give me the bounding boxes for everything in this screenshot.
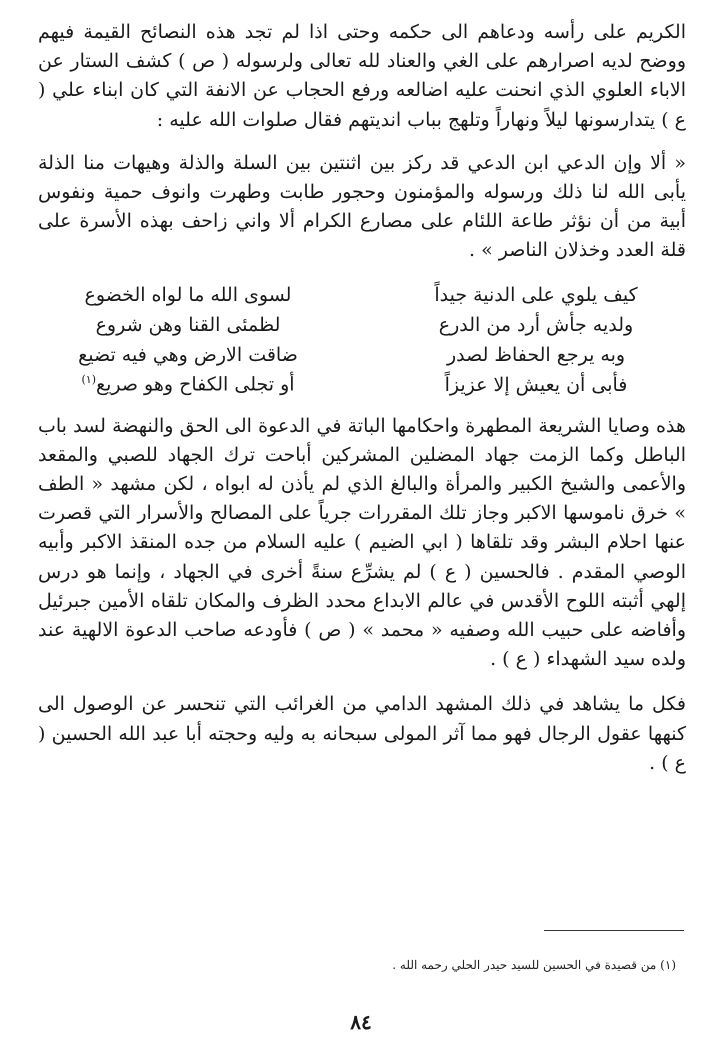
verse-second-hemistich: لظمئى القنا وهن شروع <box>95 313 281 336</box>
footnote: (١) من قصيدة في الحسين للسيد حيدر الحلي رحمه الله . <box>392 958 676 972</box>
poem <box>38 280 686 400</box>
verse-second-hemistich: لسوى الله ما لواه الخضوع <box>84 283 292 306</box>
poem-verse <box>38 280 686 310</box>
verse-second-hemistich <box>38 373 338 395</box>
verse-second-hemistich: ضاقت الارض وهي فيه تضيع <box>78 343 298 366</box>
footnote-divider <box>544 930 684 931</box>
poem-verse <box>38 340 686 370</box>
footnote-marker: (١) <box>81 373 96 387</box>
paragraph-3: هذه وصايا الشريعة المطهرة واحكامها الباتة في الدعوة الى الحق والنهضة لسد باب الباطل وكما الزمت جهاد المضلين المشركين أباحت ترك الجهاد للصبي والمقعد والأعمى والشيخ الكبير والمرأة والبالغ الذي لم يأذن له ابواه ، لكن مشهد « الطف » خرق ناموسها الاكبر وجاز تلك المقررات جرياً على المصالح والأسرار التي قصرت عنها احلام البشر وقد تلقاها ( ابي الضيم ) عليه السلام من جده المنقذ الاكبر وأبيه الوصي المقدم . فالحسين ( ع ) لم يشرِّع سنةً أخرى في الجهاد ، وإنما هو درس إلهي أثبته اللوح الأقدس في عالم الابداع محدد الظرف والمكان تلقاه الأمين جبرئيل وأفاضه على حبيب الله وصفيه « محمد » ( ص ) فأودعه صاحب الدعوة الالهية عند ولده سيد الشهداء ( ع ) . <box>38 414 686 671</box>
page-body <box>38 18 686 788</box>
verse-first-hemistich: كيف يلوي على الدنية جيداً <box>434 283 638 306</box>
verse-first-hemistich: ولديه جأش أرد من الدرع <box>438 313 634 336</box>
verse-text: أو تجلى الكفاح وهو صريع <box>95 373 295 396</box>
paragraph-quote: « ألا وإن الدعي ابن الدعي قد ركز بين اثنتين بين السلة والذلة وهيهات منا الذلة يأبى الله لنا ذلك ورسوله والمؤمنون وحجور طابت وطهرت وانوف حمية ونفوس أبية من أن نؤثر طاعة اللئام على مصارع الكرام ألا واني زاحف بهذه الأسرة على قلة العدد وخذلان الناصر » . <box>38 151 686 262</box>
paragraph-1: الكريم على رأسه ودعاهم الى حكمه وحتى اذا لم تجد هذه النصائح القيمة فيهم ووضح لديه اصرارهم على الغي والعناد لله تعالى ولرسوله ( ص ) كشف الستار عن الاباء العلوي الذي انحنت عليه اضالعه ورفع الحجاب عن الانفة التي كان ابناء علي ( ع ) يتدارسونها ليلاً ونهاراً وتلهج بباب انديتهم فقال صلوات الله عليه : <box>38 21 686 131</box>
verse-first-hemistich: وبه يرجع الحفاظ لصدر <box>446 343 626 366</box>
paragraph-4: فكل ما يشاهد في ذلك المشهد الدامي من الغرائب التي تنحسر عن الوصول الى كنهها عقول الرجال فهو مما آثر المولى سبحانه به وليه وحجته أبا عبد الله الحسين ( ع ) . <box>38 693 686 774</box>
verse-first-hemistich: فأبى أن يعيش إلا عزيزاً <box>444 373 628 396</box>
poem-verse <box>38 310 686 340</box>
page-number: ٨٤ <box>350 1010 372 1034</box>
poem-verse <box>38 370 686 400</box>
